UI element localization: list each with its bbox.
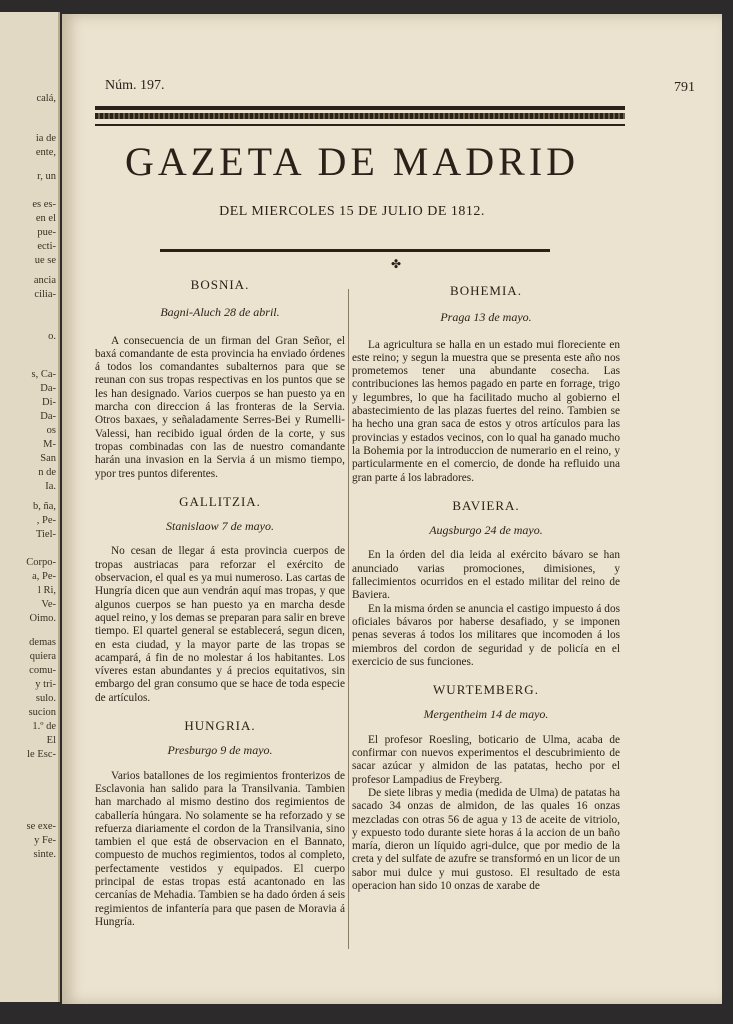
margin-fragment: cilia- <box>34 289 56 300</box>
gazette-page <box>62 14 722 1004</box>
margin-fragment: s, Ca- <box>31 369 56 380</box>
margin-fragment: sulo. <box>35 693 56 704</box>
margin-fragment: Da- <box>40 383 56 394</box>
margin-fragment: a, Pe- <box>32 571 56 582</box>
margin-fragment: Da- <box>40 411 56 422</box>
margin-fragment: ancia <box>33 275 56 286</box>
margin-fragment: Ve- <box>41 599 56 610</box>
margin-fragment: sinte. <box>33 849 56 860</box>
column-divider <box>348 289 349 949</box>
dateline-hungria: Presburgo 9 de mayo. <box>167 743 273 758</box>
margin-fragment: Tiel- <box>35 529 56 540</box>
dateline-bohemia: Praga 13 de mayo. <box>440 310 532 325</box>
article-bosnia: A consecuencia de un firman del Gran Señor, el baxá comandante de esta provincia ha enviado órdenes á todos los comandantes subalternos para que se reunan con sus tropas respectivas en los puntos que se les han designado. Varios cuerpos se han puesto ya en marcha con direccion á las fronteras de la Servia. Otros baxaes, y señaladamente Serres-Bei y Rumelli-Valessi, han recibido igual órden de la corte, y sus tropas combinadas con las de nuestro comandante harán una invasion en la Servia á un mismo tiempo, ypor tres puntos diferentes. <box>95 334 345 480</box>
margin-fragment: Di- <box>42 397 56 408</box>
margin-fragment: se exe- <box>26 821 56 832</box>
dateline-gallitzia: Stanislaow 7 de mayo. <box>166 519 274 534</box>
dateline-bosnia: Bagni-Aluch 28 de abril. <box>160 305 280 320</box>
dateline-wurtemberg: Mergentheim 14 de mayo. <box>423 707 549 722</box>
masthead-title: GAZETA DE MADRID <box>124 139 580 184</box>
margin-fragment: 1.º de <box>32 721 56 732</box>
margin-fragment: b, ña, <box>32 501 56 512</box>
margin-fragment: comu- <box>29 665 56 676</box>
margin-fragment: y tri- <box>35 679 56 690</box>
margin-fragment: n de <box>38 467 56 478</box>
article-hungria: Varios batallones de los regimientos fronterizos de Esclavonia han salido para la Transilvania. Tambien han marchado al mismo destino dos regimientos de caballería húngara. No solamente se ha reforzado y se refuerza diariamente el cordon de la Transilvania, sino tambien el que está de observacion en el Bannato, compuesto de muchos regimientos, todos al completo, perfectamente vestidos y equipados. El cuerpo principal de estas tropas está acantonado en las cercanías de Mehadia. Tambien se ha dado órden á seis regimientos de infantería para que pasen de Moravia á Hungría. <box>95 769 345 928</box>
dateline-baviera: Augsburgo 24 de mayo. <box>429 523 543 538</box>
issue-dateline: DEL MIERCOLES 15 DE JULIO DE 1812. <box>219 204 485 219</box>
article-baviera-p2: En la misma órden se anuncia el castigo impuesto á dos oficiales bávaros por haberse desafiado, y se imponen penas severas á todos los militares que incomoden á los miembros del cordon de seguridad y de policía en el exercicio de sus funciones. <box>352 602 620 668</box>
article-bohemia: La agricultura se halla en un estado mui floreciente en este reino; y segun la muestra que se presenta este año nos prometemos tener una abundante cosecha. Las contribuciones las hemos pagado en parte en forrage, trigo y legumbres, lo que ha facilitado mucho al gobierno el abastecimiento de las plazas fuertes del reino. Tambien se ha hecho una gran saca de estos y otros artículos para las provincias y estados vecinos, con lo qual ha ganado mucho la Bohemia por la introduccion de numerario en el reino, y particularmente en el comercio, de donde ha refluido una gran parte á los labradores. <box>352 338 620 484</box>
issue-number: Núm. 197. <box>105 78 165 93</box>
margin-fragment: Corpo- <box>26 557 56 568</box>
margin-fragment: ue se <box>34 255 56 266</box>
margin-fragment: Ia. <box>45 481 56 492</box>
margin-fragment: San <box>40 453 56 464</box>
decorative-rule <box>95 113 625 119</box>
page-number: 791 <box>674 80 695 95</box>
margin-fragment: ecti- <box>37 241 56 252</box>
margin-fragment: os <box>46 425 56 436</box>
margin-fragment: ente, <box>35 147 56 158</box>
top-rule <box>95 106 625 110</box>
margin-fragment: , Pe- <box>36 515 56 526</box>
section-heading-bohemia: BOHEMIA. <box>450 283 522 298</box>
margin-fragment: pue- <box>37 227 56 238</box>
facing-page-edge <box>0 12 60 1002</box>
top-rule-lower <box>95 124 625 126</box>
margin-fragment: o. <box>48 331 56 342</box>
margin-fragment: calá, <box>36 93 56 104</box>
article-wurtemberg-p2: De siete libras y media (medida de Ulma) de patatas ha sacado 34 onzas de almidon, de las quales 16 onzas mezcladas con otras 56 de agua y 13 de aceite de vitriolo, y expuesto todo durante siete horas á la accion de un baño maría, dieron un líquido agri-dulce, que por medio de la creta y del sulfate de azufre se transformó en un licor de un sabor mui dulce y mui gustoso. El resultado de esta operacion han sido 10 onzas de xarabe de <box>352 786 620 892</box>
section-heading-bosnia: BOSNIA. <box>190 277 250 292</box>
section-heading-wurtemberg: WURTEMBERG. <box>433 682 539 698</box>
margin-fragment: quiera <box>29 651 56 662</box>
section-heading-baviera: BAVIERA. <box>452 497 520 513</box>
ornament-icon: ✤ <box>391 257 402 271</box>
column-left <box>95 278 345 929</box>
margin-fragment: sucion <box>28 707 56 718</box>
margin-fragment: l Ri, <box>37 585 56 596</box>
margin-fragment: ia de <box>35 133 56 144</box>
margin-fragment: y Fe- <box>34 835 56 846</box>
margin-fragment: le Esc- <box>27 749 56 760</box>
margin-fragment: El <box>46 735 56 746</box>
margin-fragment: es es- <box>32 199 56 210</box>
article-gallitzia: No cesan de llegar á esta provincia cuerpos de tropas austriacas para reforzar el exército de observacion, el qual es ya mui numeroso. Las cartas de Hungría dicen que aun vendrán aquí mas tropas, y que algunos cuerpos se han puesto ya en marcha desde aquel reino, y los demas se preparan para salir en breve tiempo. El quartel general se establecerá, segun dicen, en esta ciudad, y la mayor parte de las tropas se acampará, á fin de no molestar á los habitantes. Los víveres estan abundantes y á precios equitativos, sin embargo del gran consumo que se hace de toda especie de artículos. <box>95 545 345 704</box>
margin-fragment: M- <box>43 439 56 450</box>
margin-fragment: en el <box>35 213 56 224</box>
margin-fragment: demas <box>29 637 56 648</box>
section-heading-gallitzia: GALLITZIA. <box>179 493 261 509</box>
column-right <box>352 284 620 893</box>
masthead-rule <box>160 249 550 252</box>
article-baviera-p1: En la órden del dia leida al exército bávaro se han anunciado varias promociones, dimisiones, y fallecimientos ocurridos en el estado militar del reino de Baviera. <box>352 549 620 602</box>
margin-fragment: r, un <box>37 171 56 182</box>
article-wurtemberg-p1: El profesor Roesling, boticario de Ulma, acaba de confirmar con nuevos experimentos el descubrimiento de sacar azúcar y almidon de las patatas, hecho por el profesor Lampadius de Freyberg. <box>352 733 620 786</box>
margin-fragment: Oimo. <box>29 613 56 624</box>
section-heading-hungria: HUNGRIA. <box>184 718 256 734</box>
